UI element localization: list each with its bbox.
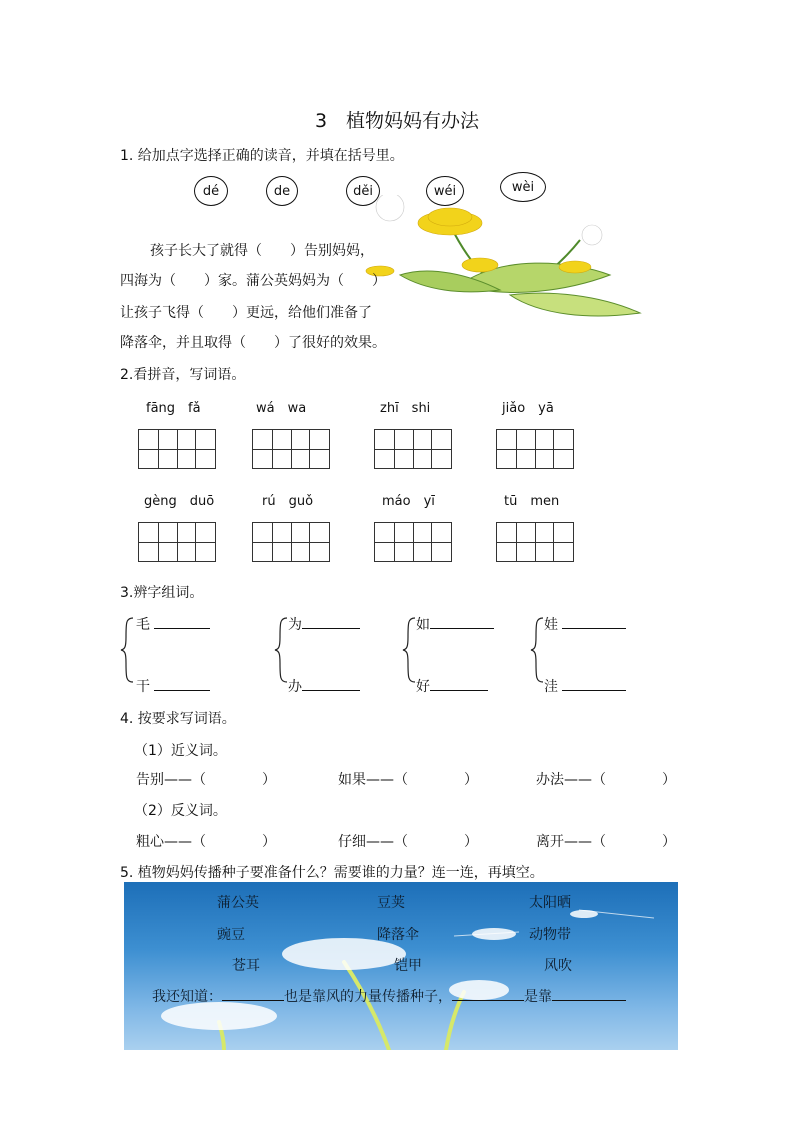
antonym-subheading: （2）反义词。 — [134, 803, 227, 819]
word-group-item — [416, 614, 494, 634]
fill-prefix: 我还知道： — [152, 989, 222, 1005]
char-label: 毛 — [136, 617, 150, 633]
pinyin-label: tū men — [504, 494, 560, 509]
antonym-item: 离开——（ ） — [536, 834, 676, 850]
pinyin-option-label: de — [273, 183, 291, 199]
pinyin-label: fāng fǎ — [146, 401, 201, 416]
char-label: 洼 — [544, 679, 558, 695]
word-group-item — [288, 676, 360, 696]
q1-line-1: 孩子长大了就得（ ）告别妈妈， — [150, 243, 374, 259]
plant-label: 苍耳 — [232, 958, 260, 974]
word-group-item — [544, 614, 626, 634]
char-label: 干 — [136, 679, 150, 695]
pinyin-label: wá wa — [256, 401, 307, 416]
writing-grid[interactable] — [252, 522, 330, 562]
synonym-item: 如果——（ ） — [338, 772, 478, 788]
brace-icon — [120, 617, 134, 683]
brace-icon — [402, 617, 416, 683]
word-group-item — [136, 676, 210, 696]
force-label: 太阳晒 — [529, 895, 571, 911]
pinyin-option-label: dé — [202, 183, 220, 199]
question-3-heading: 3.辨字组词。 — [120, 585, 204, 601]
pinyin-option-label: wéi — [433, 183, 457, 199]
answer-blank[interactable] — [222, 986, 284, 1001]
dandelion-illustration — [340, 195, 660, 325]
force-label: 动物带 — [529, 927, 571, 943]
pinyin-label: máo yī — [382, 494, 435, 509]
page-title: 3 植物妈妈有办法 — [314, 110, 480, 132]
char-label: 为 — [288, 617, 302, 633]
pinyin-label: zhī shi — [380, 401, 431, 416]
synonym-item: 办法——（ ） — [536, 772, 676, 788]
fill-in-sentence — [152, 986, 626, 1006]
tool-label: 豆荚 — [377, 895, 405, 911]
pinyin-option-de2 — [194, 176, 228, 206]
plant-label: 蒲公英 — [217, 895, 259, 911]
pinyin-option-wei4 — [500, 172, 546, 202]
answer-blank[interactable] — [562, 614, 626, 629]
question-2-heading: 2.看拼音，写词语。 — [120, 367, 246, 383]
answer-blank[interactable] — [562, 676, 626, 691]
pinyin-option-label: děi — [353, 183, 373, 199]
force-label: 风吹 — [544, 958, 572, 974]
answer-blank[interactable] — [302, 676, 360, 691]
answer-blank[interactable] — [552, 986, 626, 1001]
char-label: 办 — [288, 679, 302, 695]
pinyin-option-dei3 — [346, 176, 380, 206]
question-1-heading: 1. 给加点字选择正确的读音，并填在括号里。 — [120, 148, 404, 164]
char-label: 如 — [416, 617, 430, 633]
writing-grid[interactable] — [496, 522, 574, 562]
word-group-item — [288, 614, 360, 634]
char-label: 好 — [416, 679, 430, 695]
pinyin-label: gèng duō — [144, 494, 215, 509]
q1-line-4: 降落伞，并且取得（ ）了很好的效果。 — [120, 335, 386, 351]
q1-line-3: 让孩子飞得（ ）更远，给他们准备了 — [120, 305, 372, 321]
answer-blank[interactable] — [154, 614, 210, 629]
answer-blank[interactable] — [430, 676, 488, 691]
answer-blank[interactable] — [154, 676, 210, 691]
fill-middle: 也是靠风的力量传播种子， — [284, 989, 452, 1005]
question-4-heading: 4. 按要求写词语。 — [120, 711, 236, 727]
synonym-item: 告别——（ ） — [136, 772, 276, 788]
sky-background-panel — [124, 882, 678, 1050]
pinyin-option-de — [266, 176, 298, 206]
answer-blank[interactable] — [430, 614, 494, 629]
pinyin-option-wei2 — [426, 176, 464, 206]
writing-grid[interactable] — [252, 429, 330, 469]
writing-grid[interactable] — [374, 522, 452, 562]
word-group-item — [544, 676, 626, 696]
writing-grid[interactable] — [138, 522, 216, 562]
writing-grid[interactable] — [496, 429, 574, 469]
answer-blank[interactable] — [452, 986, 524, 1001]
answer-blank[interactable] — [302, 614, 360, 629]
pinyin-label: rú guǒ — [262, 494, 314, 509]
word-group-item — [136, 614, 210, 634]
question-5-heading: 5. 植物妈妈传播种子要准备什么？需要谁的力量？连一连，再填空。 — [120, 865, 544, 881]
brace-icon — [530, 617, 544, 683]
antonym-item: 仔细——（ ） — [338, 834, 478, 850]
antonym-item: 粗心——（ ） — [136, 834, 276, 850]
q1-line-2: 四海为（ ）家。蒲公英妈妈为（ ） — [120, 273, 386, 289]
plant-label: 豌豆 — [217, 927, 245, 943]
synonym-subheading: （1）近义词。 — [134, 743, 227, 759]
pinyin-label: jiǎo yā — [502, 401, 554, 416]
brace-icon — [274, 617, 288, 683]
word-group-item — [416, 676, 488, 696]
tool-label: 降落伞 — [377, 927, 419, 943]
pinyin-option-label: wèi — [511, 179, 535, 195]
char-label: 娃 — [544, 617, 558, 633]
tool-label: 铠甲 — [394, 958, 422, 974]
writing-grid[interactable] — [374, 429, 452, 469]
writing-grid[interactable] — [138, 429, 216, 469]
fill-end: 是靠 — [524, 989, 552, 1005]
